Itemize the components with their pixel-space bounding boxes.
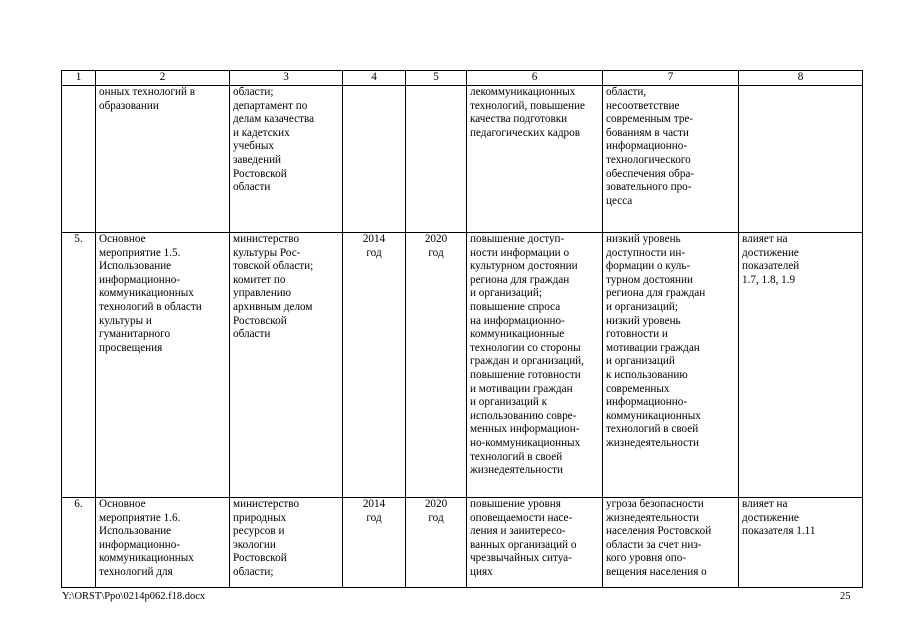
table-header-row xyxy=(62,71,863,86)
responsible-executor-cell: министерство природных ресурсов и экологии Ростовской области; xyxy=(230,498,343,588)
expected-result-cell: повышение уровня оповещаемости насе- ления и заинтересо- ванных организаций о чрезвычайных ситуа- циях xyxy=(467,498,603,588)
table-row xyxy=(62,233,863,498)
start-year-cell: 2014 год xyxy=(343,498,406,588)
indicator-link-cell: влияет на достижение показателя 1.11 xyxy=(739,498,863,588)
consequences-cell: области, несоответствие современным тре- бованиям в части информационно- технологического обеспечения обра- зовательного про- цесса xyxy=(603,86,739,233)
responsible-executor-cell: министерство культуры Рос- товской области; комитет по управлению архивным делом Ростовской области xyxy=(230,233,343,498)
page-number: 25 xyxy=(840,591,851,602)
column-header: 6 xyxy=(467,71,603,86)
table-row xyxy=(62,498,863,588)
activity-name-cell: онных технологий в образовании xyxy=(96,86,230,233)
end-year-cell: 2020 год xyxy=(406,498,467,588)
column-header: 7 xyxy=(603,71,739,86)
row-number: 5. xyxy=(62,233,96,498)
start-year-cell: 2014 год xyxy=(343,233,406,498)
column-header: 3 xyxy=(230,71,343,86)
expected-result-cell: повышение доступ- ности информации о культурном достоянии региона для граждан и организаций; повышение спроса на информационно- коммуникационные технологии со стороны граждан и организаций, повышение готовности и мотивации граждан и организаций к использованию совре- менных информацион- но-коммуникационных технологий в своей жизнедеятельности xyxy=(467,233,603,498)
end-year-cell: 2020 год xyxy=(406,233,467,498)
table-row xyxy=(62,86,863,233)
column-header: 8 xyxy=(739,71,863,86)
start-year-cell xyxy=(343,86,406,233)
activity-name-cell: Основное мероприятие 1.6. Использование информационно- коммуникационных технологий для xyxy=(96,498,230,588)
program-activities-table xyxy=(61,70,863,588)
responsible-executor-cell: области; департамент по делам казачества и кадетских учебных заведений Ростовской области xyxy=(230,86,343,233)
consequences-cell: низкий уровень доступности ин- формации о куль- турном достоянии региона для граждан и организаций; низкий уровень готовности и мотивации граждан и организаций к использованию современных информационно- коммуникационных технологий в своей жизнедеятельности xyxy=(603,233,739,498)
consequences-cell: угроза безопасности жизнедеятельности населения Ростовской области за счет низ- кого уровня опо- вещения населения о xyxy=(603,498,739,588)
column-header: 5 xyxy=(406,71,467,86)
indicator-link-cell xyxy=(739,86,863,233)
column-header: 2 xyxy=(96,71,230,86)
activity-name-cell: Основное мероприятие 1.5. Использование информационно- коммуникационных технологий в области культуры и гуманитарного просвещения xyxy=(96,233,230,498)
document-file-path: Y:\ORST\Ppo\0214p062.f18.docx xyxy=(62,591,206,602)
row-number: 6. xyxy=(62,498,96,588)
column-header: 4 xyxy=(343,71,406,86)
end-year-cell xyxy=(406,86,467,233)
row-number xyxy=(62,86,96,233)
expected-result-cell: лекоммуникационных технологий, повышение качества подготовки педагогических кадров xyxy=(467,86,603,233)
column-header: 1 xyxy=(62,71,96,86)
indicator-link-cell: влияет на достижение показателей 1.7, 1.8, 1.9 xyxy=(739,233,863,498)
